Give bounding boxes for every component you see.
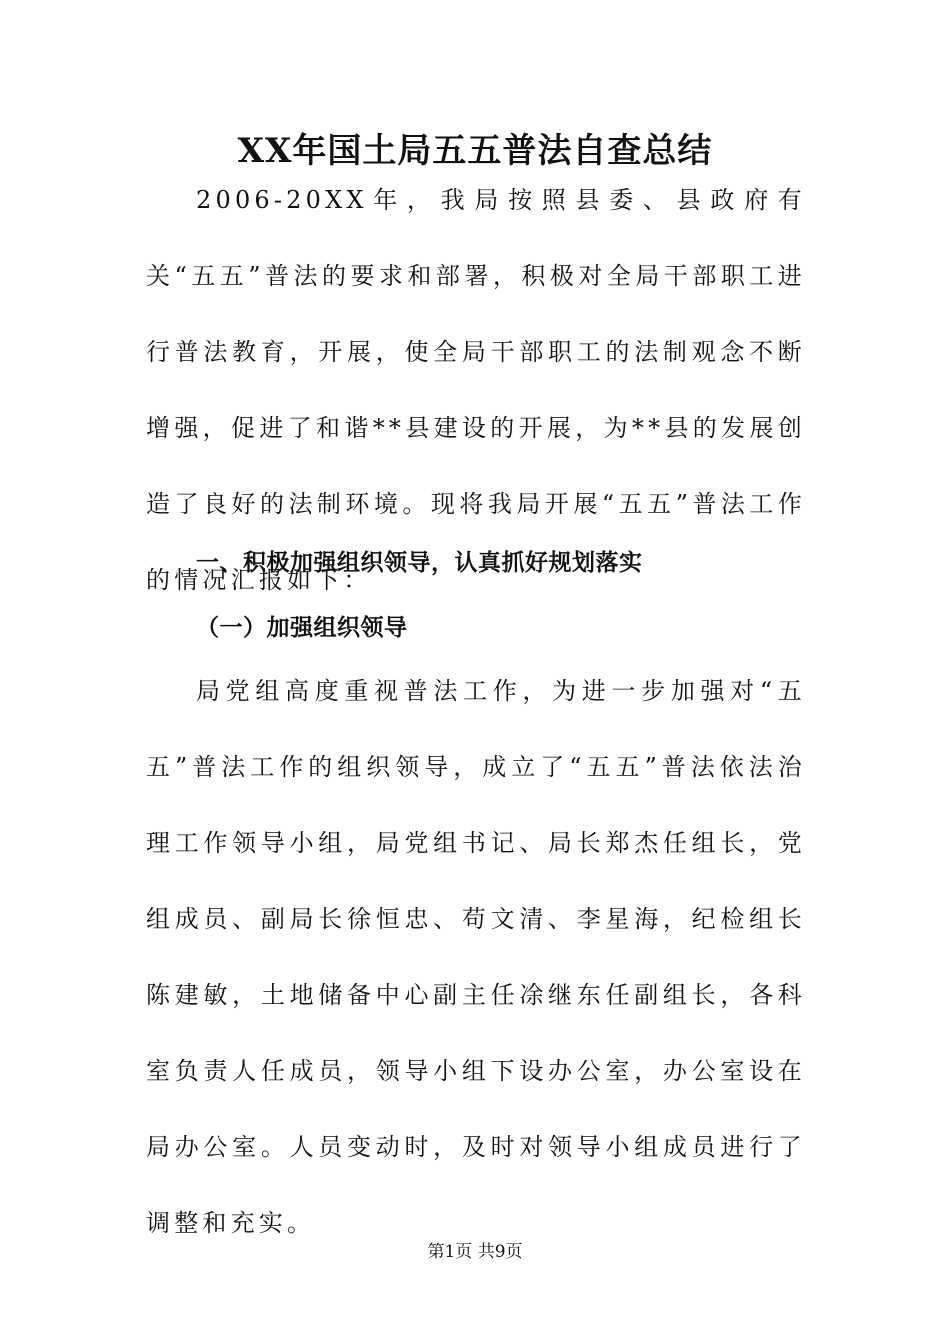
page-indicator: 第1页 共9页 <box>427 1242 523 1262</box>
organization-paragraph: 局党组高度重视普法工作，为进一步加强对“五五”普法工作的组织领导，成立了“五五”普法依法治理工作领导小组，局党组书记、局长郑杰任组长，党组成员、副局长徐恒忠、苟文清、李星海，纪检组长陈建敏，土地储备中心副主任凃继东任副组长，各科室负责人任成员，领导小组下设办公室，办公室设在局办公室。人员变动时，及时对领导小组成员进行了调整和充实。 <box>146 677 806 1237</box>
document-title: XX年国土局五五普法自查总结 <box>237 131 713 171</box>
intro-paragraph: 2006-20XX年，我局按照县委、县政府有关“五五”普法的要求和部署，积极对全局干部职工进行普法教育，开展，使全局干部职工的法制观念不断增强，促进了和谐**县建设的开展，为**县的发展创造了良好的法制环境。现将我局开展“五五”普法工作的情况汇报如下： <box>146 186 806 594</box>
subsection-heading-1: （一）加强组织领导 <box>196 615 408 641</box>
section-heading-1: 一、积极加强组织领导，认真抓好规划落实 <box>196 550 643 576</box>
